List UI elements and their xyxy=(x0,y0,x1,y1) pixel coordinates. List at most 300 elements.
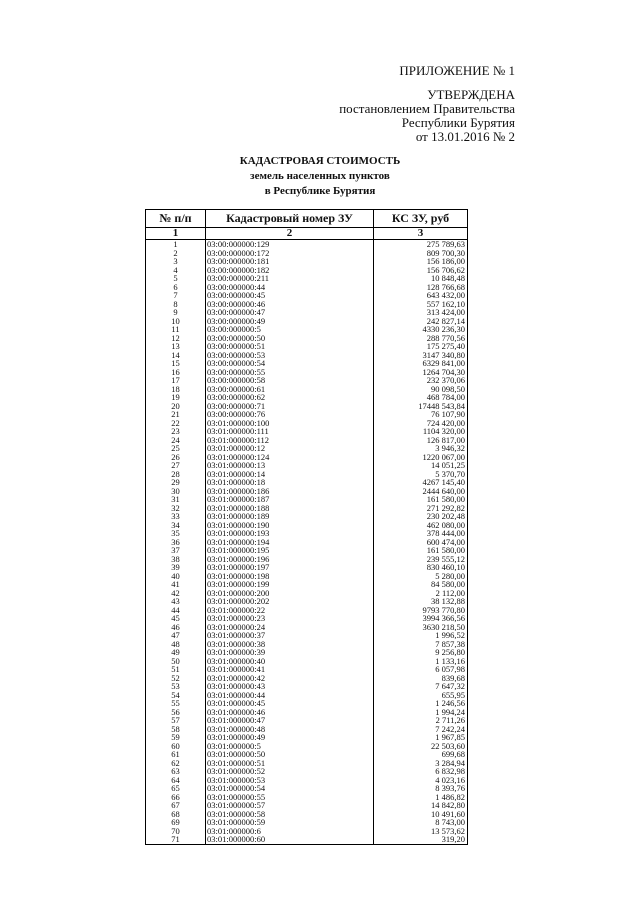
cadastral-number: 03:01:000000:52 xyxy=(206,767,374,776)
cadastral-number: 03:01:000000:43 xyxy=(206,682,374,691)
table-row xyxy=(146,529,468,538)
cadastral-number: 03:01:000000:23 xyxy=(206,614,374,623)
row-number: 2 xyxy=(146,249,206,258)
column-header-cadastral-value: КС ЗУ, руб xyxy=(374,210,468,228)
cadastral-number: 03:01:000000:40 xyxy=(206,657,374,666)
cadastral-number: 03:01:000000:58 xyxy=(206,810,374,819)
cadastral-value: 378 444,00 xyxy=(374,529,468,538)
title-line-1: КАДАСТРОВАЯ СТОИМОСТЬ xyxy=(239,155,401,167)
row-number: 11 xyxy=(146,325,206,334)
row-number: 57 xyxy=(146,716,206,725)
cadastral-number: 03:00:000000:5 xyxy=(206,325,374,334)
column-index: 1 xyxy=(146,228,206,240)
cadastral-number: 03:01:000000:100 xyxy=(206,419,374,428)
cadastral-value: 10 491,60 xyxy=(374,810,468,819)
cadastral-value-table xyxy=(145,209,468,845)
table-row xyxy=(146,317,468,326)
table-row xyxy=(146,733,468,742)
cadastral-number: 03:01:000000:48 xyxy=(206,725,374,734)
cadastral-number: 03:00:000000:71 xyxy=(206,402,374,411)
table-row xyxy=(146,351,468,360)
table-row xyxy=(146,784,468,793)
table-row xyxy=(146,750,468,759)
table-row xyxy=(146,631,468,640)
approval-region: Республики Бурятия xyxy=(401,115,515,130)
table-row xyxy=(146,487,468,496)
cadastral-value: 22 503,60 xyxy=(374,742,468,751)
row-number: 52 xyxy=(146,674,206,683)
cadastral-number: 03:01:000000:111 xyxy=(206,427,374,436)
row-number: 59 xyxy=(146,733,206,742)
cadastral-value: 7 647,32 xyxy=(374,682,468,691)
row-number: 65 xyxy=(146,784,206,793)
cadastral-value: 156 706,62 xyxy=(374,266,468,275)
table-row xyxy=(146,376,468,385)
cadastral-number: 03:00:000000:61 xyxy=(206,385,374,394)
table-row xyxy=(146,572,468,581)
table-row xyxy=(146,657,468,666)
table-row xyxy=(146,776,468,785)
cadastral-number: 03:00:000000:51 xyxy=(206,342,374,351)
cadastral-value: 655,95 xyxy=(374,691,468,700)
cadastral-number: 03:01:000000:46 xyxy=(206,708,374,717)
cadastral-value: 3 284,94 xyxy=(374,759,468,768)
row-number: 25 xyxy=(146,444,206,453)
row-number: 37 xyxy=(146,546,206,555)
cadastral-number: 03:01:000000:112 xyxy=(206,436,374,445)
table-row xyxy=(146,504,468,513)
table-row xyxy=(146,308,468,317)
table-row xyxy=(146,674,468,683)
cadastral-value: 161 580,00 xyxy=(374,495,468,504)
table-row xyxy=(146,266,468,275)
cadastral-value: 9 256,80 xyxy=(374,648,468,657)
cadastral-number: 03:00:000000:47 xyxy=(206,308,374,317)
cadastral-number: 03:01:000000:5 xyxy=(206,742,374,751)
cadastral-number: 03:01:000000:22 xyxy=(206,606,374,615)
row-number: 1 xyxy=(146,240,206,249)
row-number: 4 xyxy=(146,266,206,275)
table-row xyxy=(146,742,468,751)
row-number: 24 xyxy=(146,436,206,445)
cadastral-number: 03:01:000000:41 xyxy=(206,665,374,674)
row-number: 62 xyxy=(146,759,206,768)
cadastral-number: 03:00:000000:45 xyxy=(206,291,374,300)
cadastral-value: 6329 841,00 xyxy=(374,359,468,368)
table-row xyxy=(146,257,468,266)
cadastral-number: 03:00:000000:44 xyxy=(206,283,374,292)
cadastral-value: 1 996,52 xyxy=(374,631,468,640)
cadastral-value: 6 057,98 xyxy=(374,665,468,674)
cadastral-number: 03:00:000000:50 xyxy=(206,334,374,343)
row-number: 66 xyxy=(146,793,206,802)
table-row xyxy=(146,589,468,598)
row-number: 27 xyxy=(146,461,206,470)
cadastral-value: 4267 145,40 xyxy=(374,478,468,487)
cadastral-value: 3994 366,56 xyxy=(374,614,468,623)
cadastral-value: 2 112,00 xyxy=(374,589,468,598)
cadastral-value: 1220 067,00 xyxy=(374,453,468,462)
row-number: 3 xyxy=(146,257,206,266)
cadastral-value: 809 700,30 xyxy=(374,249,468,258)
row-number: 53 xyxy=(146,682,206,691)
table-row xyxy=(146,835,468,844)
appendix-label: ПРИЛОЖЕНИЕ № 1 xyxy=(399,63,515,78)
cadastral-value: 126 817,00 xyxy=(374,436,468,445)
table-row xyxy=(146,725,468,734)
table-row xyxy=(146,767,468,776)
row-number: 49 xyxy=(146,648,206,657)
approval-authority: постановлением Правительства xyxy=(339,101,515,116)
cadastral-value: 239 555,12 xyxy=(374,555,468,564)
table-row xyxy=(146,283,468,292)
row-number: 55 xyxy=(146,699,206,708)
row-number: 10 xyxy=(146,317,206,326)
cadastral-number: 03:01:000000:13 xyxy=(206,461,374,470)
row-number: 70 xyxy=(146,827,206,836)
table-row xyxy=(146,334,468,343)
row-number: 12 xyxy=(146,334,206,343)
row-number: 26 xyxy=(146,453,206,462)
cadastral-number: 03:01:000000:202 xyxy=(206,597,374,606)
cadastral-value: 288 770,56 xyxy=(374,334,468,343)
cadastral-value: 830 460,10 xyxy=(374,563,468,572)
cadastral-number: 03:01:000000:18 xyxy=(206,478,374,487)
cadastral-value: 161 580,00 xyxy=(374,546,468,555)
row-number: 67 xyxy=(146,801,206,810)
table-row xyxy=(146,716,468,725)
row-number: 19 xyxy=(146,393,206,402)
cadastral-value: 4 023,16 xyxy=(374,776,468,785)
row-number: 45 xyxy=(146,614,206,623)
row-number: 18 xyxy=(146,385,206,394)
cadastral-number: 03:01:000000:55 xyxy=(206,793,374,802)
row-number: 29 xyxy=(146,478,206,487)
cadastral-number: 03:00:000000:49 xyxy=(206,317,374,326)
cadastral-number: 03:00:000000:76 xyxy=(206,410,374,419)
row-number: 23 xyxy=(146,427,206,436)
row-number: 51 xyxy=(146,665,206,674)
cadastral-number: 03:01:000000:50 xyxy=(206,750,374,759)
table-row xyxy=(146,818,468,827)
cadastral-value: 6 832,98 xyxy=(374,767,468,776)
table-row xyxy=(146,546,468,555)
cadastral-value: 3 946,32 xyxy=(374,444,468,453)
table-row xyxy=(146,291,468,300)
cadastral-number: 03:01:000000:47 xyxy=(206,716,374,725)
row-number: 36 xyxy=(146,538,206,547)
row-number: 33 xyxy=(146,512,206,521)
table-row xyxy=(146,342,468,351)
cadastral-number: 03:01:000000:200 xyxy=(206,589,374,598)
cadastral-value: 2 711,26 xyxy=(374,716,468,725)
cadastral-number: 03:01:000000:51 xyxy=(206,759,374,768)
cadastral-value: 275 789,63 xyxy=(374,240,468,249)
cadastral-number: 03:01:000000:59 xyxy=(206,818,374,827)
cadastral-value: 7 242,24 xyxy=(374,725,468,734)
cadastral-value: 1264 704,30 xyxy=(374,368,468,377)
cadastral-number: 03:00:000000:62 xyxy=(206,393,374,402)
table-row xyxy=(146,410,468,419)
row-number: 42 xyxy=(146,589,206,598)
cadastral-value: 643 432,00 xyxy=(374,291,468,300)
cadastral-value: 1 133,16 xyxy=(374,657,468,666)
cadastral-number: 03:00:000000:54 xyxy=(206,359,374,368)
cadastral-value: 232 370,06 xyxy=(374,376,468,385)
cadastral-number: 03:01:000000:6 xyxy=(206,827,374,836)
cadastral-number: 03:01:000000:54 xyxy=(206,784,374,793)
row-number: 44 xyxy=(146,606,206,615)
table-row xyxy=(146,274,468,283)
row-number: 17 xyxy=(146,376,206,385)
cadastral-number: 03:01:000000:39 xyxy=(206,648,374,657)
table-row xyxy=(146,555,468,564)
table-row xyxy=(146,691,468,700)
cadastral-value: 839,68 xyxy=(374,674,468,683)
row-number: 39 xyxy=(146,563,206,572)
row-number: 56 xyxy=(146,708,206,717)
cadastral-number: 03:01:000000:42 xyxy=(206,674,374,683)
row-number: 61 xyxy=(146,750,206,759)
table-row xyxy=(146,793,468,802)
cadastral-number: 03:01:000000:49 xyxy=(206,733,374,742)
row-number: 31 xyxy=(146,495,206,504)
row-number: 47 xyxy=(146,631,206,640)
table-row xyxy=(146,419,468,428)
table-row xyxy=(146,597,468,606)
row-number: 50 xyxy=(146,657,206,666)
table-row xyxy=(146,640,468,649)
cadastral-value: 1 246,56 xyxy=(374,699,468,708)
cadastral-number: 03:01:000000:188 xyxy=(206,504,374,513)
cadastral-value: 1104 320,00 xyxy=(374,427,468,436)
cadastral-number: 03:00:000000:211 xyxy=(206,274,374,283)
row-number: 48 xyxy=(146,640,206,649)
cadastral-value: 14 051,25 xyxy=(374,461,468,470)
cadastral-value: 3630 218,50 xyxy=(374,623,468,632)
cadastral-number: 03:00:000000:46 xyxy=(206,300,374,309)
cadastral-number: 03:01:000000:53 xyxy=(206,776,374,785)
cadastral-value: 3147 340,80 xyxy=(374,351,468,360)
row-number: 64 xyxy=(146,776,206,785)
cadastral-number: 03:00:000000:53 xyxy=(206,351,374,360)
table-row xyxy=(146,827,468,836)
cadastral-number: 03:01:000000:14 xyxy=(206,470,374,479)
row-number: 9 xyxy=(146,308,206,317)
table-row xyxy=(146,810,468,819)
row-number: 69 xyxy=(146,818,206,827)
cadastral-number: 03:00:000000:55 xyxy=(206,368,374,377)
title-line-3: в Республике Бурятия xyxy=(264,185,376,197)
cadastral-value: 90 098,50 xyxy=(374,385,468,394)
cadastral-number: 03:00:000000:181 xyxy=(206,257,374,266)
row-number: 41 xyxy=(146,580,206,589)
cadastral-value: 313 424,00 xyxy=(374,308,468,317)
row-number: 15 xyxy=(146,359,206,368)
table-row xyxy=(146,580,468,589)
cadastral-number: 03:01:000000:187 xyxy=(206,495,374,504)
row-number: 71 xyxy=(146,835,206,844)
table-row xyxy=(146,512,468,521)
cadastral-value: 468 784,00 xyxy=(374,393,468,402)
table-row xyxy=(146,614,468,623)
row-number: 60 xyxy=(146,742,206,751)
row-number: 32 xyxy=(146,504,206,513)
table-row xyxy=(146,478,468,487)
cadastral-number: 03:01:000000:60 xyxy=(206,835,374,844)
table-row xyxy=(146,436,468,445)
cadastral-value: 5 370,70 xyxy=(374,470,468,479)
row-number: 20 xyxy=(146,402,206,411)
row-number: 16 xyxy=(146,368,206,377)
row-number: 40 xyxy=(146,572,206,581)
title-line-2: земель населенных пунктов xyxy=(250,170,390,182)
cadastral-value: 462 080,00 xyxy=(374,521,468,530)
table-body xyxy=(146,240,468,845)
row-number: 54 xyxy=(146,691,206,700)
row-number: 7 xyxy=(146,291,206,300)
cadastral-number: 03:01:000000:195 xyxy=(206,546,374,555)
cadastral-number: 03:00:000000:58 xyxy=(206,376,374,385)
row-number: 34 xyxy=(146,521,206,530)
cadastral-value: 175 275,40 xyxy=(374,342,468,351)
row-number: 43 xyxy=(146,597,206,606)
table-row xyxy=(146,249,468,258)
cadastral-value: 10 848,48 xyxy=(374,274,468,283)
cadastral-number: 03:01:000000:199 xyxy=(206,580,374,589)
cadastral-value: 1 994,24 xyxy=(374,708,468,717)
cadastral-number: 03:01:000000:24 xyxy=(206,623,374,632)
table-row xyxy=(146,708,468,717)
cadastral-value: 242 827,14 xyxy=(374,317,468,326)
cadastral-value: 1 967,85 xyxy=(374,733,468,742)
table-row xyxy=(146,325,468,334)
cadastral-number: 03:01:000000:124 xyxy=(206,453,374,462)
cadastral-value: 319,20 xyxy=(374,835,468,844)
cadastral-number: 03:01:000000:186 xyxy=(206,487,374,496)
approval-date: от 13.01.2016 № 2 xyxy=(415,129,515,144)
cadastral-value: 76 107,90 xyxy=(374,410,468,419)
row-number: 58 xyxy=(146,725,206,734)
cadastral-number: 03:01:000000:37 xyxy=(206,631,374,640)
row-number: 13 xyxy=(146,342,206,351)
table-row xyxy=(146,393,468,402)
column-header-number: № п/п xyxy=(146,210,206,228)
table-row xyxy=(146,495,468,504)
cadastral-value: 8 743,00 xyxy=(374,818,468,827)
approved-label: УТВЕРЖДЕНА xyxy=(427,87,515,102)
table-row xyxy=(146,402,468,411)
cadastral-number: 03:01:000000:45 xyxy=(206,699,374,708)
row-number: 6 xyxy=(146,283,206,292)
cadastral-number: 03:00:000000:182 xyxy=(206,266,374,275)
cadastral-value: 1 486,82 xyxy=(374,793,468,802)
cadastral-number: 03:00:000000:172 xyxy=(206,249,374,258)
cadastral-value: 128 766,68 xyxy=(374,283,468,292)
table-row xyxy=(146,521,468,530)
cadastral-value: 2444 640,00 xyxy=(374,487,468,496)
cadastral-value: 699,68 xyxy=(374,750,468,759)
cadastral-value: 4330 236,30 xyxy=(374,325,468,334)
cadastral-number: 03:01:000000:57 xyxy=(206,801,374,810)
cadastral-value: 156 186,00 xyxy=(374,257,468,266)
cadastral-number: 03:01:000000:44 xyxy=(206,691,374,700)
cadastral-number: 03:01:000000:193 xyxy=(206,529,374,538)
row-number: 35 xyxy=(146,529,206,538)
table-row xyxy=(146,444,468,453)
cadastral-number: 03:01:000000:194 xyxy=(206,538,374,547)
row-number: 22 xyxy=(146,419,206,428)
cadastral-value: 38 132,88 xyxy=(374,597,468,606)
cadastral-value: 271 292,82 xyxy=(374,504,468,513)
cadastral-value: 17448 543,84 xyxy=(374,402,468,411)
cadastral-value: 7 857,38 xyxy=(374,640,468,649)
table-row xyxy=(146,538,468,547)
row-number: 68 xyxy=(146,810,206,819)
row-number: 14 xyxy=(146,351,206,360)
table-row xyxy=(146,699,468,708)
cadastral-value: 724 420,00 xyxy=(374,419,468,428)
table-row xyxy=(146,368,468,377)
cadastral-value: 84 580,00 xyxy=(374,580,468,589)
table-row xyxy=(146,453,468,462)
row-number: 28 xyxy=(146,470,206,479)
table-row xyxy=(146,606,468,615)
cadastral-value: 557 162,10 xyxy=(374,300,468,309)
cadastral-value: 5 280,00 xyxy=(374,572,468,581)
cadastral-number: 03:01:000000:38 xyxy=(206,640,374,649)
table-row xyxy=(146,300,468,309)
cadastral-number: 03:01:000000:190 xyxy=(206,521,374,530)
cadastral-value: 14 842,80 xyxy=(374,801,468,810)
row-number: 8 xyxy=(146,300,206,309)
column-index: 2 xyxy=(206,228,374,240)
cadastral-value: 13 573,62 xyxy=(374,827,468,836)
table-row xyxy=(146,240,468,249)
cadastral-number: 03:01:000000:196 xyxy=(206,555,374,564)
cadastral-value: 9793 770,80 xyxy=(374,606,468,615)
row-number: 63 xyxy=(146,767,206,776)
table-row xyxy=(146,470,468,479)
cadastral-value: 230 202,48 xyxy=(374,512,468,521)
row-number: 5 xyxy=(146,274,206,283)
cadastral-number: 03:01:000000:198 xyxy=(206,572,374,581)
row-number: 46 xyxy=(146,623,206,632)
table-row xyxy=(146,461,468,470)
cadastral-number: 03:01:000000:189 xyxy=(206,512,374,521)
table-row xyxy=(146,759,468,768)
table-row xyxy=(146,648,468,657)
row-number: 38 xyxy=(146,555,206,564)
table-row xyxy=(146,665,468,674)
cadastral-number: 03:01:000000:197 xyxy=(206,563,374,572)
column-index: 3 xyxy=(374,228,468,240)
table-row xyxy=(146,563,468,572)
table-row xyxy=(146,682,468,691)
table-row xyxy=(146,801,468,810)
cadastral-number: 03:01:000000:12 xyxy=(206,444,374,453)
cadastral-value: 8 393,76 xyxy=(374,784,468,793)
cadastral-value: 600 474,00 xyxy=(374,538,468,547)
table-row xyxy=(146,623,468,632)
table-row xyxy=(146,359,468,368)
row-number: 21 xyxy=(146,410,206,419)
table-row xyxy=(146,385,468,394)
table-row xyxy=(146,427,468,436)
row-number: 30 xyxy=(146,487,206,496)
column-header-cadastral-number: Кадастровый номер ЗУ xyxy=(206,210,374,228)
cadastral-number: 03:00:000000:129 xyxy=(206,240,374,249)
